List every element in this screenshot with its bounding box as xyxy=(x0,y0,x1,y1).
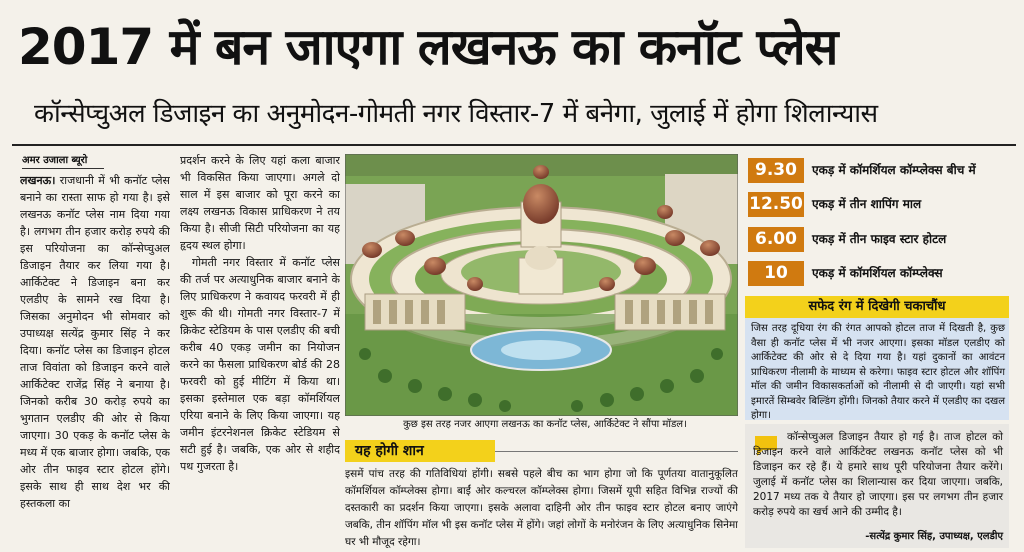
stat-label: एकड़ में कॉमर्शियल कॉम्प्लेक्स बीच में xyxy=(812,163,976,177)
paragraph: गोमती नगर विस्तार में कनॉट प्लेस की तर्ज पर अत्याधुनिक बाजार बनाने के लिए प्राधिकरण ने कवायद फरवरी में ही शुरू की थी। गोमती नगर विस्तार-7 में क्रिकेट स्टेडियम के पास एलडीए की बची करीब 40 एकड़ जमीन का नियोजन करने का फैसला प्राधिकरण बोर्ड की 28 फरवरी को हुई मीटिंग में किया था। इसका इस्तेमाल एक बड़ा कॉमर्शियल एरिया बनाने के लिए किया जाएगा। यह जमीन इंटरनेशनल क्रिकेट स्टेडियम से सटी हुई है। जबकि, एक ओर से शहीद पथ गुजरता है। xyxy=(180,256,340,473)
stat-row xyxy=(748,192,1010,217)
stat-label: एकड़ में तीन शापिंग माल xyxy=(812,197,922,211)
divider xyxy=(495,451,738,452)
paragraph: प्रदर्शन करने के लिए यहां कला बाजार भी विकसित किया जाएगा। अगले दो साल में इस बाजार को पूरा करने का लक्ष्य लखनऊ विकास प्राधिकरण ने तय किया है। सीजी सिटी परियोजना का यह हृदय स्थल होगा। xyxy=(180,154,340,252)
section-tag: यह होगी शान xyxy=(345,440,495,462)
stat-value: 12.50 xyxy=(748,192,804,217)
stat-value: 6.00 xyxy=(748,227,804,252)
stat-row xyxy=(748,158,1010,183)
stat-label: एकड़ में तीन फाइव स्टार होटल xyxy=(812,232,947,246)
stat-value: 10 xyxy=(748,261,804,286)
section-text: इसमें पांच तरह की गतिविधियां होंगी। सबसे पहले बीच का भाग होगा जो कि पूर्णतया वातानुकूलित कॉमर्शियल कॉम्प्लेक्स होगा। बाईं ओर कल्चरल कॉम्प्लेक्स होगा। जिसमें यूपी सहित विभिन्न राज्यों की दस्तकारी का प्रदर्शन किया जाएगा। इसके अलावा दाहिनी ओर तीन फाइव स्टार होटल बनाए जाएंगे जबकि, तीन शॉपिंग मॉल भी इस कनॉट प्लेस में होंगे। जहां लोगों के मनोरंजन के लिए अत्याधुनिक सिनेमा घर भी मौजूद रहेगा। xyxy=(345,468,738,548)
subheadline: कॉन्सेप्चुअल डिजाइन का अनुमोदन-गोमती नगर विस्तार-7 में बनेगा, जुलाई में होगा शिलान्यास xyxy=(34,99,878,129)
quote-box xyxy=(745,424,1009,548)
dateline: लखनऊ। xyxy=(20,174,56,187)
stat-row xyxy=(748,261,1010,286)
photo-caption: कुछ इस तरह नजर आएगा लखनऊ का कनॉट प्लेस, आर्किटेक्ट ने सौंपा मॉडल। xyxy=(403,419,687,430)
article-text-1: राजधानी में भी कनॉट प्लेस बनाने का रास्ता साफ हो गया है। इसे लखनऊ कनॉट प्लेस नाम दिया गया है। लगभग तीन हजार करोड़ रुपये की इस परियोजना का कॉन्सेप्चुअल डिजाइन तैयार कर लिया गया है। आर्किटेक्ट ने डिजाइन बना कर एलडीए के सामने रख दिया है। जिसका अनुमोदन भी सोमवार को उपाध्यक्ष सत्येंद्र कुमार सिंह ने कर दिया। कनॉट प्लेस का डिजाइन होटल ताज विवांता को डिजाइन करने वाले आर्किटेक्ट राजेंद्र सिंह ने बनाया है। जिनको करीब 30 करोड़ रुपये का भुगतान एलडीए की ओर से किया जाएगा। 30 एकड़ के कनॉट प्लेस के मध्य में एक बाजार होगा। जबकि, एक ओर तीन फाइव स्टार होटल होंगे। इसके साथ ही साथ देश भर की हस्तकला का xyxy=(20,174,170,510)
quote-author: -सत्येंद्र कुमार सिंह, उपाध्यक्ष, एलडीए xyxy=(865,531,1003,542)
article-column-1 xyxy=(20,172,170,548)
stat-label: एकड़ में कॉमर्शियल कॉम्प्लेक्स xyxy=(812,266,943,280)
article-column-2 xyxy=(180,152,340,542)
sidebox-text: जिस तरह दूधिया रंग की रंगत आपको होटल ताज में दिखती है, कुछ वैसा ही कनॉट प्लेस में भी नजर आएगा। इसका मॉडल एलडीए को आर्किटेक्ट की ओर से दे दिया गया है। यहां दुकानों का आवंटन प्राधिकरण नीलामी के माध्यम से करेगा। फाइव स्टार होटल और शॉपिंग मॉल की जमीन विकासकर्ताओं को नीलामी से दी जाएगी। यहां सभी इमारतें सिम्बवेर बिल्डिंग होंगी। जिनको तैयार करने में एलडीए का दखल होगा। xyxy=(751,323,1005,421)
headline: 2017 में बन जाएगा लखनऊ का कनॉट प्लेस xyxy=(18,18,838,76)
byline: अमर उजाला ब्यूरो xyxy=(22,152,104,169)
sidebox-title: सफेद रंग में दिखेगी चकाचौंध xyxy=(745,296,1009,318)
stat-value: 9.30 xyxy=(748,158,804,183)
sidebox xyxy=(745,296,1009,420)
stat-row xyxy=(748,227,1010,252)
quote-text: कॉन्सेप्चुअल डिजाइन तैयार हो गई है। ताज होटल को डिजाइन करने वाले आर्किटेक्ट लखनऊ कनॉट प्लेस को भी डिजाइन कर रहे हैं। ये हमारे साथ पूरी परियोजना तैयार करेंगे। जुलाई में कनॉट प्लेस का शिलान्यास कर दिया जाएगा। जबकि, 2017 मध्य तक ये तैयार हो जाएगा। इस पर लगभग तीन हजार करोड़ रुपये का खर्च आने की उम्मीद है। xyxy=(753,431,1003,518)
divider xyxy=(12,144,1016,146)
architectural-model-photo xyxy=(345,154,738,416)
